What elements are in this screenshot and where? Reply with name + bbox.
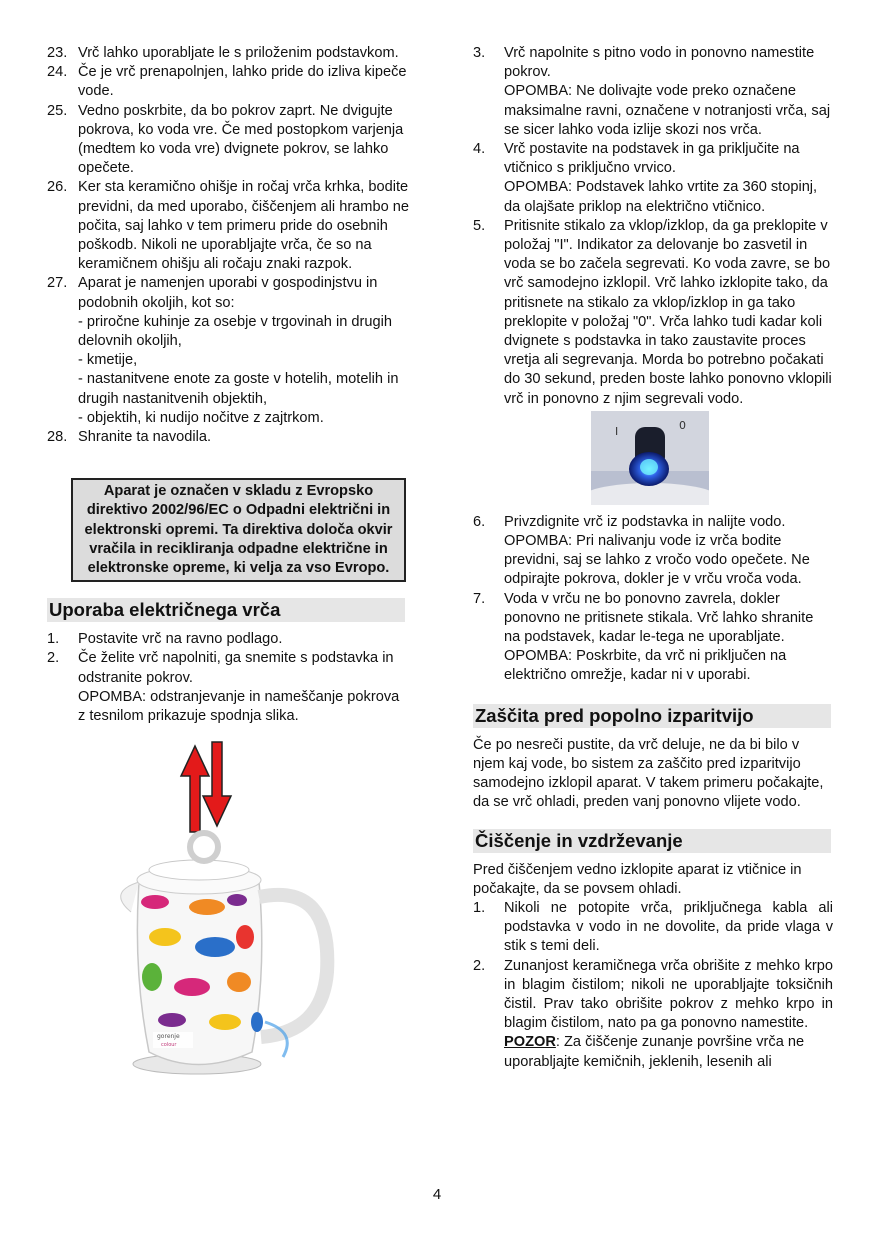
cleaning-list — [473, 899, 833, 1072]
dry-protection-text: Če po nesreči pustite, da vrč deluje, ne da bi bilo v njem kaj vode, bo sistem za zaščito pred izparitvijo samodejno izklopil aparat. V takem primeru počakajte, da se vrč ohladi, preden vanj ponovno vlijete vodo. — [473, 736, 824, 811]
note-text: OPOMBA: Pri nalivanju vode iz vrča bodite previdni, saj se lahko z vročo vodo opečete. Ne odpirajte pokrova, dokler je v vrču vroča voda. — [504, 533, 810, 588]
list-item-text: Vrč postavite na podstavek in ga priključite na vtičnico s priključno vrvico. — [504, 141, 800, 177]
list-item: 1. Nikoli ne potopite vrča, priključnega kabla ali podstavka v vodo in ne dovolite, da pride vlaga v stik s temi deli. — [473, 899, 833, 955]
usage-list — [47, 630, 410, 726]
switch-off-label: 0 — [679, 418, 686, 432]
list-item: 24. Če je vrč prenapolnjen, lahko pride do izliva kipeče vode. — [47, 64, 407, 100]
section-heading-usage: Uporaba električnega vrča — [47, 598, 405, 622]
section-heading-cleaning: Čiščenje in vzdrževanje — [473, 829, 831, 853]
note-text: OPOMBA: odstranjevanje in nameščanje pokrova z tesnilom prikazuje spodnja slika. — [78, 688, 400, 725]
list-item-text: Vedno poskrbite, da bo pokrov zaprt. Ne dvigujte pokrova, ko voda vre. Če med postopkom varjenja (medtem ko voda vre) dvignete pokrov, se lahko opečete. — [78, 102, 404, 177]
page-number: 4 — [432, 1186, 442, 1203]
list-item: 3. Vrč napolnite s pitno vodo in ponovno namestite pokrov. OPOMBA: Ne dolivajte vode preko označene maksimalne ravni, označene v notranjosti vrča, saj se sicer lahko voda izlije skozi nos vrča. — [473, 44, 833, 140]
kettle-image — [47, 732, 410, 1092]
list-item: 2. Če želite vrč napolniti, ga snemite s podstavka in odstranite pokrov. OPOMBA: odstranjevanje in nameščanje pokrova z tesnilom prikazuje spodnja slika. — [47, 649, 410, 726]
list-item-subtext: - objektih, ki nudijo nočitve z zajtrkom. — [78, 409, 324, 426]
kettle-lid-illustration — [47, 732, 410, 1092]
warning-text — [504, 1033, 833, 1071]
list-item-text: Shranite ta navodila. — [78, 429, 212, 446]
list-item-text: Zunanjost keramičnega vrča obrišite z mehko krpo in blagim čistilom; nikoli ne uporabljajte toksičnih čistil. Prav tako obrišite pokrov z mehko krpo in blagim čistilom, nato pa ga ponovno namestite. — [504, 957, 833, 1032]
list-item-text: Voda v vrču ne bo ponovno zavrela, dokler ponovno ne pritisnete stikala. Vrč lahko shranite na podstavek, kadar le-tega ne uporabljate. — [504, 590, 814, 646]
warning-label: POZOR — [504, 1034, 556, 1051]
list-item-text: Ker sta keramično ohišje in ročaj vrča krhka, bodite previdni, da med uporabo, čiščenjem ali hrambo ne počita, saj lahko v tem primeru pride do osebnih poškodb. Nikoli ne uporabljajte vrča, če so na keramičnem ohišju ali ročaju znaki razpok. — [78, 179, 409, 273]
list-item: 26. Ker sta keramično ohišje in ročaj vrča krhka, bodite previdni, da med uporabo, čiščenjem ali hrambo ne počita, saj lahko v tem primeru pride do osebnih poškodb. Nikoli ne uporabljajte vrča, če so na keramičnem ohišju ali ročaju znaki razpok. — [47, 179, 409, 273]
note-text: OPOMBA: Ne dolivajte vode preko označene maksimalne ravni, označene v notranjosti vrča, saj se sicer lahko voda izlije skozi nos vrča. — [504, 83, 831, 138]
list-item-text: Pritisnite stikalo za vklop/izklop, da ga preklopite v položaj "I". Indikator za delovanje bo zasvetil in voda se bo začela segrevati. Ko voda zavre, se bo vrč samodejno izklopil. Vrč lahko izklopite tako, da pritisnete na stikalo za vklop/izklop in ga tako preklopite v položaj "0". Vrča lahko tudi kadar koli dvignete s podstavka in tako zaustavite proces vretja ali segrevanja. Morda bo potrebno počakati do 30 sekund, preden boste lahko ponovno vklopili vrč in ponovno z njim segrevali vodo. — [504, 217, 832, 407]
model-label: colour — [161, 1042, 177, 1049]
switch-on-label: I — [615, 424, 619, 438]
list-item-subtext: - kmetije, — [78, 352, 138, 369]
list-item-text: Postavite vrč na ravno podlago. — [78, 631, 283, 648]
safety-list — [47, 44, 410, 447]
usage-list-continued — [473, 44, 833, 409]
list-item-text: Če je vrč prenapolnjen, lahko pride do izliva kipeče vode. — [78, 64, 407, 100]
list-item: 25. Vedno poskrbite, da bo pokrov zaprt. Ne dvigujte pokrova, ko voda vre. Če med postopkom varjenja (medtem ko voda vre) dvignete pokrov, se lahko opečete. — [47, 102, 404, 177]
list-item: 1. Postavite vrč na ravno podlago. — [47, 631, 283, 648]
switch-photo — [591, 411, 709, 505]
warning-body: : Za čiščenje zunanje površine vrča ne uporabljajte kemičnih, jeklenih, lesenih ali — [504, 1034, 805, 1070]
list-item-subtext: - priročne kuhinje za osebje v trgovinah in drugih delovnih okoljih, — [78, 313, 392, 350]
list-item: 6. Privzdignite vrč iz podstavka in nalijte vodo. OPOMBA: Pri nalivanju vode iz vrča bodite previdni, saj se lahko z vročo vodo opečete. Ne odpirajte pokrova, dokler je v vrču vroča voda. — [473, 513, 833, 590]
usage-list-final — [473, 513, 833, 686]
note-text: OPOMBA: Podstavek lahko vrtite za 360 stopinj, da olajšate priklop na električno vtičnico. — [504, 179, 818, 215]
list-item: 2. Zunanjost keramičnega vrča obrišite z mehko krpo in blagim čistilom; nikoli ne uporabljajte toksičnih čistil. Prav tako obrišite pokrov z mehko krpo in blagim čistilom, nato pa ga ponovno namestite. POZOR: Za čiščenje zunanje površine vrča ne uporabljajte kemičnih, jeklenih, lesenih ali — [473, 957, 833, 1072]
list-item-text: Nikoli ne potopite vrča, priključnega kabla ali podstavka v vodo in ne dovolite, da pride vlaga v stik s temi deli. — [504, 899, 833, 955]
list-item-text: Vrč napolnite s pitno vodo in ponovno namestite pokrov. — [504, 45, 815, 81]
list-item-text: Vrč lahko uporabljate le s priloženim podstavkom. — [78, 45, 399, 61]
list-item: 23. Vrč lahko uporabljate le s priloženim podstavkom. — [47, 45, 399, 61]
left-column — [47, 44, 410, 1092]
cleaning-intro: Pred čiščenjem vedno izklopite aparat iz vtičnice in počakajte, da se povsem ohladi. — [473, 861, 802, 897]
list-item-text: Če želite vrč napolniti, ga snemite s podstavka in odstranite pokrov. — [78, 650, 394, 686]
list-item: 27. Aparat je namenjen uporabi v gospodinjstvu in podobnih okoljih, kot so: - priročne kuhinje za osebje v trgovinah in drugih delovnih okoljih, - kmetije, - nastanitvene enote za goste v hotelih, motelih in drugih nastanitvenih objektih, - objektih, ki nudijo nočitve z zajtrkom. — [47, 274, 410, 428]
list-item-text: Privzdignite vrč iz podstavka in nalijte vodo. — [504, 513, 786, 530]
note-text: OPOMBA: Poskrbite, da vrč ni priključen na električno omrežje, kadar ni v uporabi. — [504, 648, 787, 684]
list-item: 28. Shranite ta navodila. — [47, 429, 212, 446]
list-item: 5. Pritisnite stikalo za vklop/izklop, da ga preklopite v položaj "I". Indikator za delovanje bo zasvetil in voda se bo začela segrevati. Ko voda zavre, se bo vrč samodejno izklopil. Vrč lahko izklopite tako, da pritisnete na stikalo za vklop/izklop in ga tako preklopite v položaj "0". Vrča lahko tudi kadar koli dvignete s podstavka in tako zaustavite proces vretja ali segrevanja. Morda bo potrebno počakati do 30 sekund, preden boste lahko ponovno vklopili vrč in ponovno z njim segrevali vodo. — [473, 217, 832, 407]
list-item-subtext: - nastanitvene enote za goste v hotelih, motelih in drugih nastanitvenih objektih, — [78, 371, 399, 407]
list-item: 4. Vrč postavite na podstavek in ga priključite na vtičnico s priključno vrvico. OPOMBA: Podstavek lahko vrtite za 360 stopinj, da olajšate priklop na električno vtičnico. — [473, 140, 833, 217]
power-switch-image — [591, 411, 709, 505]
list-item: 7. Voda v vrču ne bo ponovno zavrela, dokler ponovno ne pritisnete stikala. Vrč lahko shranite na podstavek, kadar le-tega ne uporabljate. OPOMBA: Poskrbite, da vrč ni priključen na električno omrežje, kadar ni v uporabi. — [473, 590, 833, 686]
section-heading-dry-protection: Zaščita pred popolno izparitvijo — [473, 704, 831, 728]
right-column — [473, 44, 833, 1072]
kettle-body — [121, 833, 328, 1074]
weee-notice-box: Aparat je označen v skladu z Evropsko direktivo 2002/96/EC o Odpadni električni in elektronski opremi. Ta direktiva določa okvir vračila in recikliranja odpadne električne in elektronske opreme, ki velja za vso Evropo. — [71, 478, 406, 582]
brand-label: gorenje — [157, 1033, 180, 1041]
lid-arrows-icon — [171, 742, 231, 844]
list-item-text: Aparat je namenjen uporabi v gospodinjstvu in podobnih okoljih, kot so: — [78, 275, 378, 311]
